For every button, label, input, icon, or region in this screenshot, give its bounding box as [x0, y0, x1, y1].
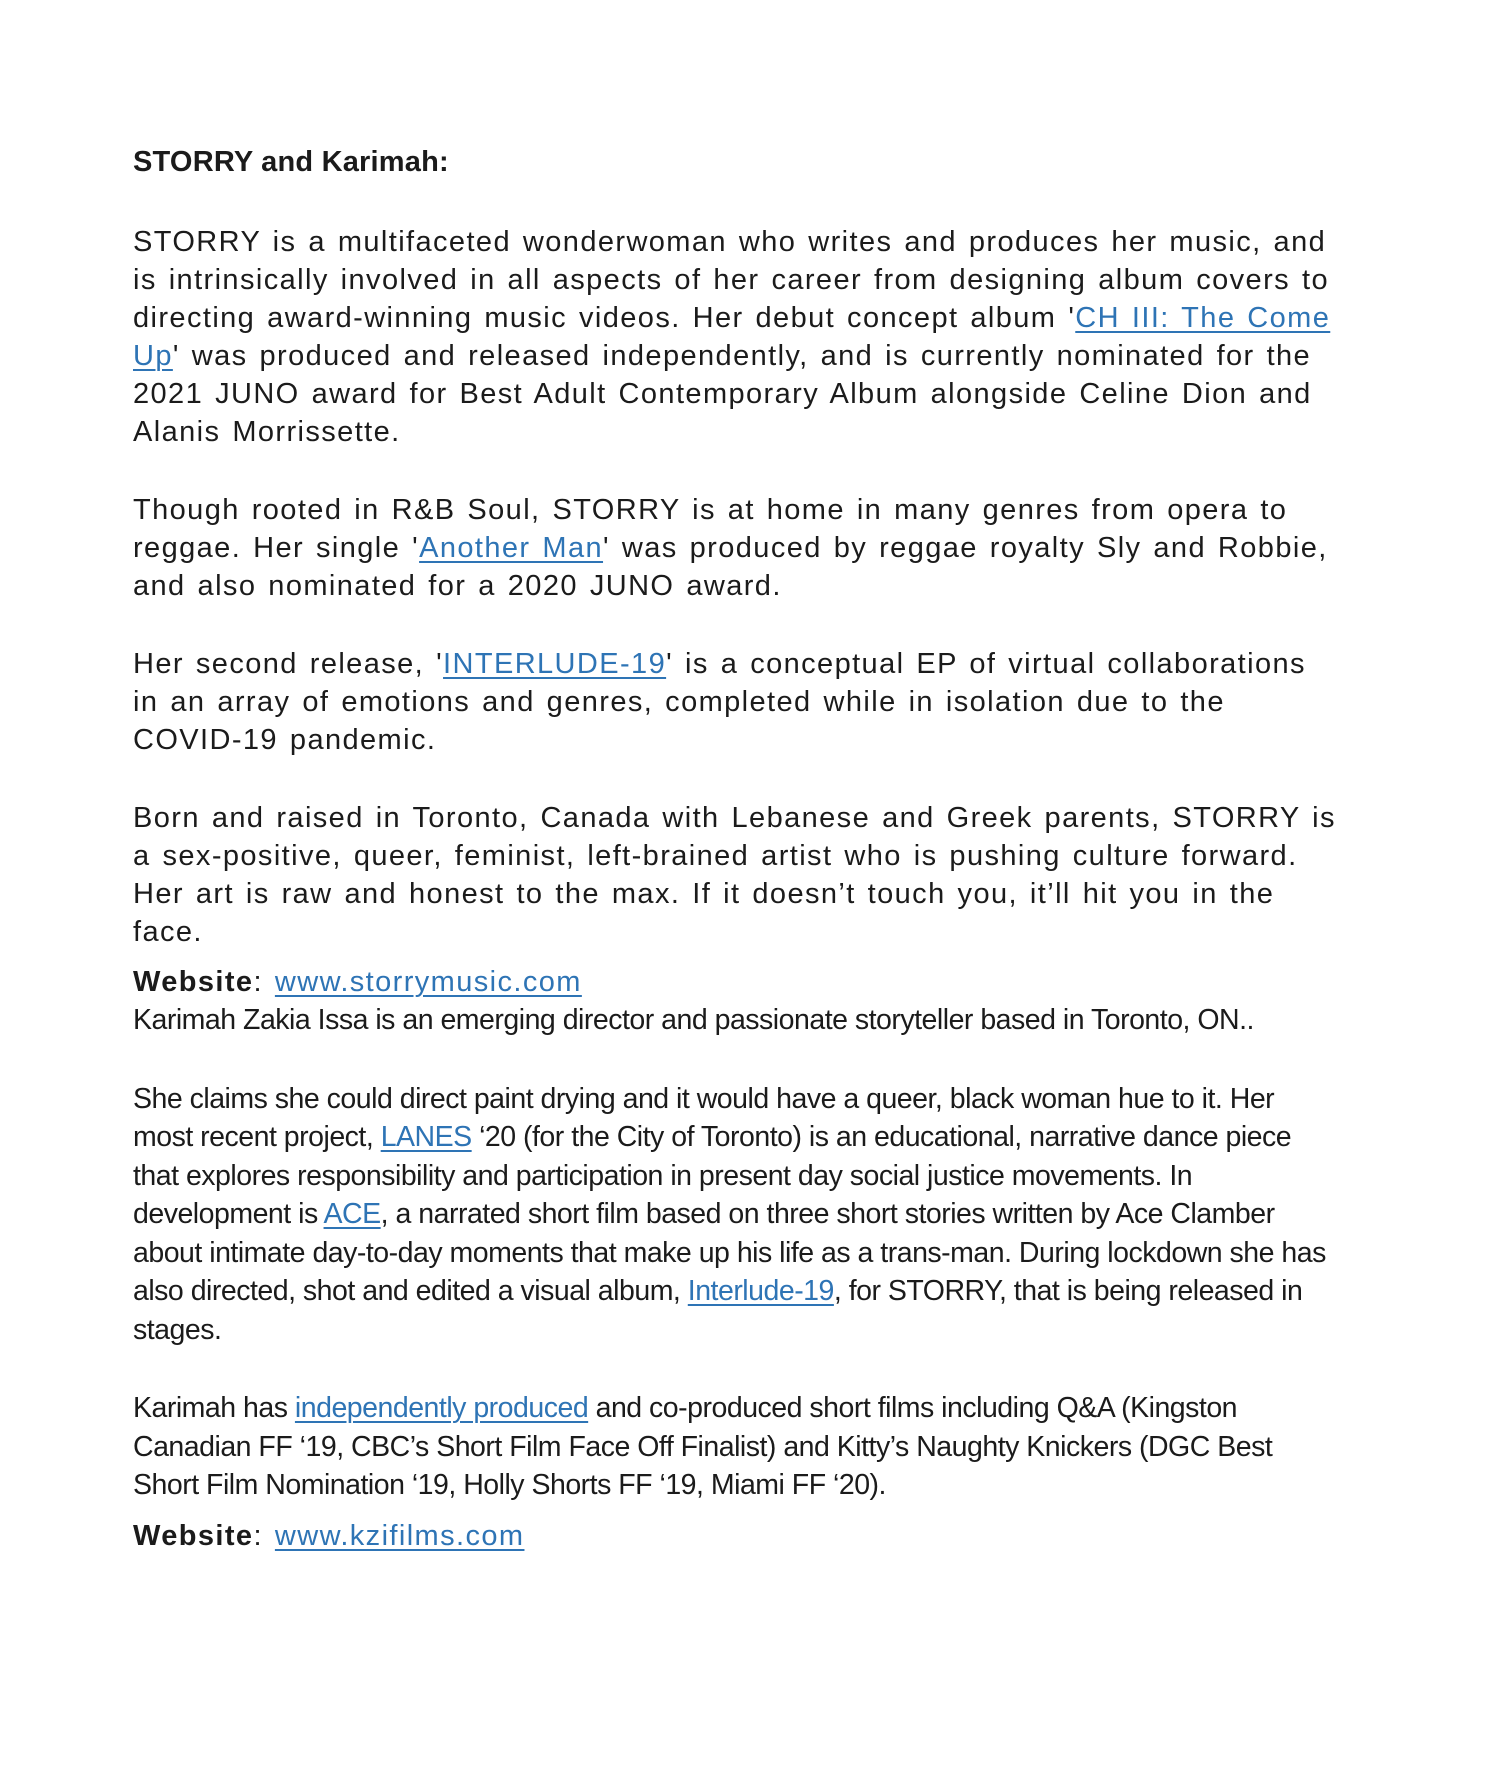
text-run: Karimah Zakia Issa is an emerging director and passionate storyteller based in Toronto, ON.. — [133, 1004, 1254, 1036]
website-label: Website — [133, 1519, 254, 1552]
website-separator: : — [253, 1519, 275, 1552]
link-interlude-19-album[interactable]: Interlude-19 — [687, 1275, 834, 1307]
storry-paragraph-3 — [133, 645, 1337, 759]
text-run: and co-produced short films including Q&A (Kingston Canadian FF ‘19, CBC’s Short Film Face Off Finalist) and Kitty’s Naughty Knickers (DGC Best Short Film Nomination ‘19, Holly Shorts FF ‘19, Miami FF ‘20). — [133, 1392, 1273, 1501]
link-independently-produced[interactable]: independently produced — [294, 1392, 589, 1424]
link-ch-iii-the-come-up[interactable]: CH III: The Come Up — [133, 302, 1331, 372]
karimah-website-link[interactable]: www.kzifilms.com — [274, 1519, 525, 1552]
storry-paragraph-2 — [133, 491, 1337, 605]
text-run: , a narrated short film based on three short stories written by Ace Clamber about intimate day-to-day moments that make up his life as a trans-man. During lockdown she has also directed, shot and edited a visual album, — [133, 1198, 1326, 1307]
karimah-website-line — [133, 1517, 1337, 1555]
text-run: Born and raised in Toronto, Canada with Lebanese and Greek parents, STORRY is a sex-positive, queer, feminist, left-brained artist who is pushing culture forward. Her art is raw and honest to the max. If it doesn’t touch you, it’ll hit you in the face. — [133, 802, 1336, 948]
link-lanes[interactable]: LANES — [380, 1121, 472, 1153]
storry-website-line — [133, 963, 1337, 1001]
text-run: Her second release, ' — [133, 648, 444, 680]
text-run: STORRY is a multifaceted wonderwoman who writes and produces her music, and is intrinsically involved in all aspects of her career from designing album covers to directing award-winning music videos. Her debut concept album ' — [133, 226, 1329, 334]
karimah-intro-paragraph — [133, 1001, 1337, 1040]
karimah-paragraph-3 — [133, 1389, 1337, 1505]
text-run: Though rooted in R&B Soul, STORRY is at home in many genres from opera to reggae. Her single ' — [133, 494, 1288, 564]
storry-website-link[interactable]: www.storrymusic.com — [274, 966, 582, 998]
text-run: ‘20 (for the City of Toronto) is an educational, narrative dance piece that explores responsibility and participation in present day social justice movements. In development is — [133, 1121, 1292, 1230]
link-another-man[interactable]: Another Man — [419, 532, 604, 564]
website-label: Website — [133, 966, 254, 998]
document-heading: STORRY and Karimah: — [133, 146, 449, 178]
text-run: ' was produced and released independently, and is currently nominated for the 2021 JUNO award for Best Adult Contemporary Album alongside Celine Dion and Alanis Morrissette. — [133, 340, 1312, 448]
text-run: Karimah has — [133, 1392, 295, 1424]
karimah-paragraph-2 — [133, 1080, 1337, 1350]
storry-paragraph-4 — [133, 799, 1337, 951]
website-separator: : — [253, 966, 275, 998]
storry-paragraph-1 — [133, 223, 1337, 451]
text-run: ' was produced by reggae royalty Sly and Robbie, and also nominated for a 2020 JUNO award. — [133, 532, 1328, 602]
link-ace[interactable]: ACE — [323, 1198, 381, 1230]
text-run: ' is a conceptual EP of virtual collaborations in an array of emotions and genres, completed while in isolation due to the COVID-19 pandemic. — [133, 648, 1306, 756]
text-run: , for STORRY, that is being released in stages. — [133, 1275, 1303, 1346]
link-interlude-19-ep[interactable]: INTERLUDE-19 — [443, 648, 667, 680]
text-run: She claims she could direct paint drying and it would have a queer, black woman hue to it. Her most recent project, — [133, 1082, 1275, 1153]
